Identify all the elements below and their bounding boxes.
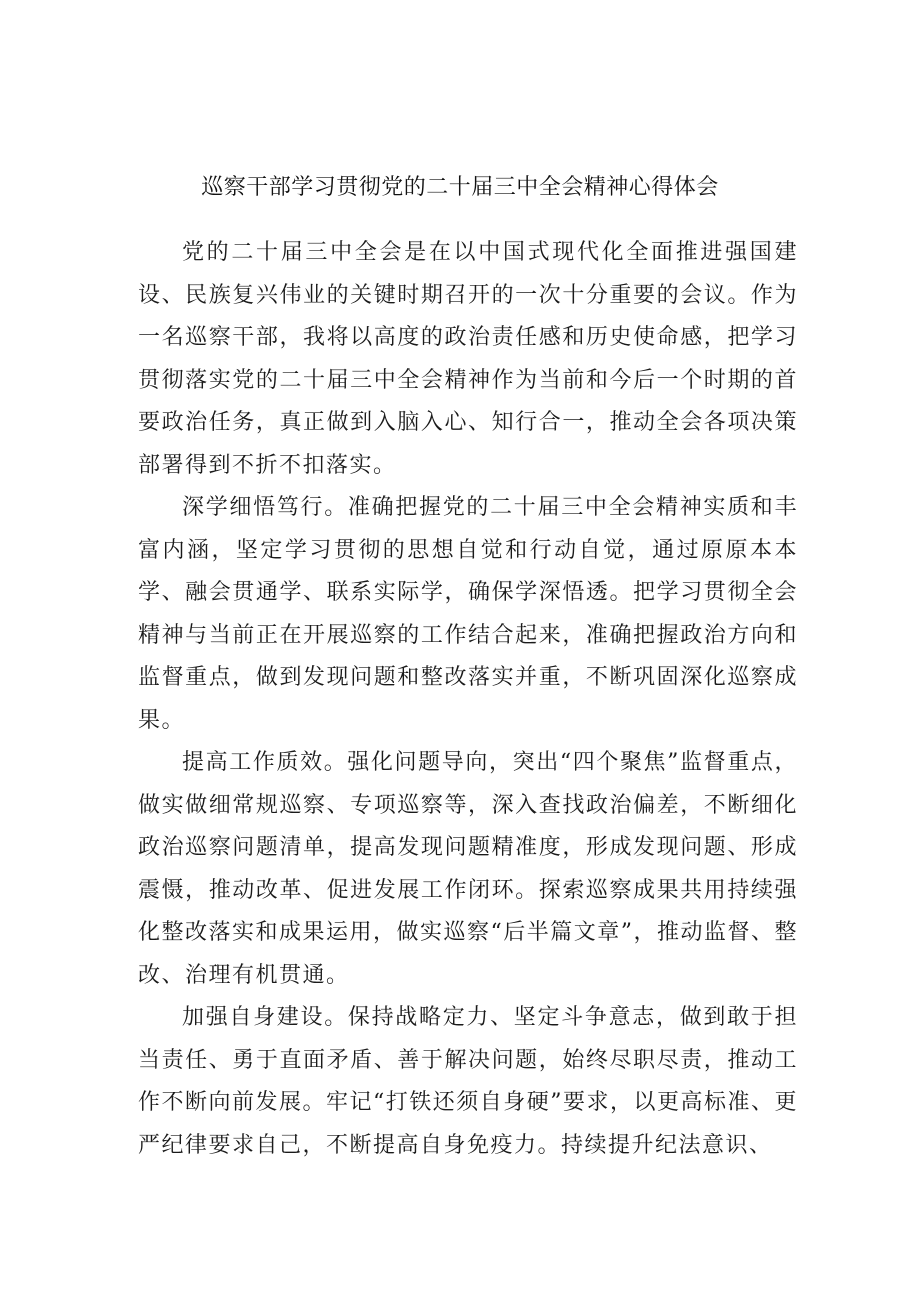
paragraph-self-building: 加强自身建设。保持战略定力、坚定斗争意志，做到敢于担当责任、勇于直面矛盾、善于解决问题，始终尽职尽责，推动工作不断向前发展。牢记“打铁还须自身硬”要求，以更高标准、更严纪律要求自己，不断提高自身免疫力。持续提升纪法意识、 — [138, 1005, 798, 1158]
paragraph-intro: 党的二十届三中全会是在以中国式现代化全面推进强国建设、民族复兴伟业的关键时期召开的一次十分重要的会议。作为一名巡察干部，我将以高度的政治责任感和历史使命感，把学习贯彻落实党的二十届三中全会精神作为当前和今后一个时期的首要政治任务，真正做到入脑入心、知行合一，推动全会各项决策部署得到不折不扣落实。 — [138, 240, 798, 478]
document-title: 巡察干部学习贯彻党的二十届三中全会精神心得体会 — [201, 175, 719, 200]
paragraph-study: 深学细悟笃行。准确把握党的二十届三中全会精神实质和丰富内涵，坚定学习贯彻的思想自觉和行动自觉，通过原原本本学、融会贯通学、联系实际学，确保学深悟透。把学习贯彻全会精神与当前正在开展巡察的工作结合起来，准确把握政治方向和监督重点，做到发现问题和整改落实并重，不断巩固深化巡察成果。 — [138, 495, 798, 733]
paragraph-efficiency: 提高工作质效。强化问题导向，突出“四个聚焦”监督重点，做实做细常规巡察、专项巡察等，深入查找政治偏差，不断细化政治巡察问题清单，提高发现问题精准度，形成发现问题、形成震慑，推动改革、促进发展工作闭环。探索巡察成果共用持续强化整改落实和成果运用，做实巡察“后半篇文章”，推动监督、整改、治理有机贯通。 — [138, 750, 798, 988]
document-body — [138, 232, 798, 1167]
